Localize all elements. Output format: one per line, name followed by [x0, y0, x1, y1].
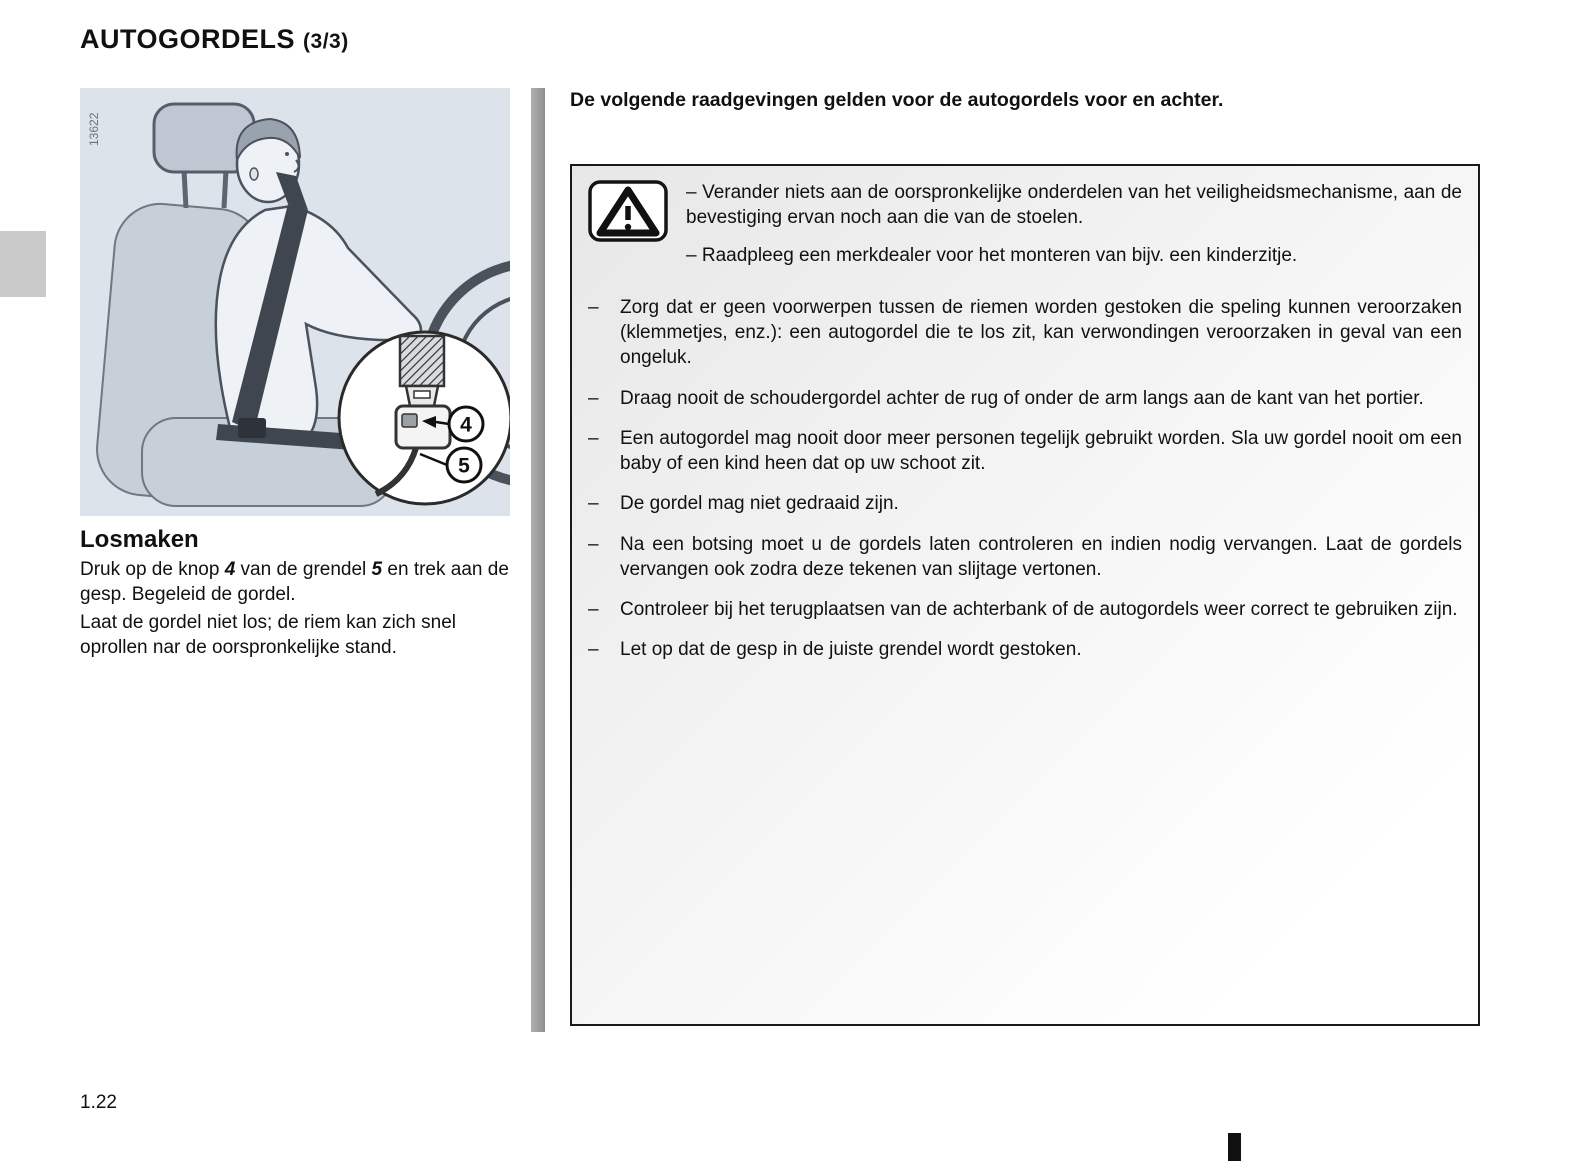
warning-items — [686, 180, 1462, 280]
warning-triangle-icon — [588, 180, 668, 242]
belt-webbing — [400, 336, 444, 386]
advice-item — [588, 386, 1462, 411]
advice-item — [588, 597, 1462, 622]
warning-header — [588, 180, 1462, 280]
print-registration-mark — [1228, 1133, 1241, 1161]
bullet-dash: – — [588, 427, 599, 449]
p1-text-a: Druk op de knop — [80, 559, 225, 580]
callout-4-label: 4 — [460, 413, 472, 437]
bullet-dash: – — [588, 599, 599, 621]
bullet-text: Na een botsing moet u de gordels laten controleren en indien nodig vervangen. Laat de gordels vervangen ook zodra deze tekenen van slijtage vertonen. — [620, 533, 1462, 580]
p1-text-b: van de grendel — [235, 559, 372, 580]
chapter-edge-tab — [0, 231, 46, 297]
bullet-text: Een autogordel mag nooit door meer personen tegelijk gebruikt worden. Sla uw gordel nooit om een baby of een kind heen dat op uw schoot zit. — [620, 427, 1462, 475]
bullet-dash: – — [588, 387, 599, 409]
warning-box — [570, 164, 1480, 1026]
release-button — [402, 414, 417, 427]
buckle-inset — [339, 332, 510, 504]
bullet-text: Let op dat de gesp in de juiste grendel wordt gestoken. — [620, 639, 1082, 661]
losmaken-paragraph-1 — [80, 558, 510, 607]
page-number: 1.22 — [80, 1092, 117, 1113]
page-title-text: AUTOGORDELS — [80, 24, 296, 54]
callout-5-label: 5 — [458, 454, 470, 478]
warning-item: – Raadpleeg een merkdealer voor het monteren van bijv. een kinderzitje. — [686, 244, 1298, 266]
advice-intro: De volgende raadgevingen gelden voor de autogordels voor en achter. — [570, 89, 1224, 111]
advice-item — [588, 426, 1462, 477]
warning-item: – Verander niets aan de oorspronkelijke onderdelen van het veiligheidsmechanisme, aan de bevestiging ervan noch aan die van de stoelen. — [686, 182, 1462, 229]
bullet-text: De gordel mag niet gedraaid zijn. — [620, 493, 899, 515]
advice-item — [588, 532, 1462, 583]
advice-item — [588, 295, 1462, 371]
p1-text-c: en trek aan de gesp. Begeleid de gordel. — [80, 559, 509, 605]
right-column — [570, 88, 1482, 1026]
bullet-dash: – — [588, 493, 599, 515]
advice-item — [588, 491, 1462, 516]
losmaken-paragraph-2: Laat de gordel niet los; de riem kan zich snel oprollen nar de oorspronkelijke stand. — [80, 612, 456, 659]
bullet-text: Controleer bij het terugplaatsen van de achterbank of de autogordels weer correct te gebruiken zijn. — [620, 599, 1458, 621]
left-column — [80, 88, 510, 661]
ref-number-4: 4 — [224, 559, 236, 580]
page-title-suffix: (3/3) — [303, 30, 349, 53]
bullet-text: Draag nooit de schoudergordel achter de rug of onder de arm langs aan de kant van het portier. — [620, 387, 1424, 409]
bullet-dash: – — [588, 296, 599, 318]
section-heading-losmaken: Losmaken — [80, 526, 199, 553]
ref-number-5: 5 — [371, 559, 383, 580]
column-separator — [531, 88, 545, 1032]
figure-image-number: 13622 — [87, 112, 101, 146]
bullet-dash: – — [588, 639, 599, 661]
advice-list — [588, 295, 1462, 663]
seatbelt-illustration — [80, 88, 510, 516]
page-title — [80, 24, 349, 55]
advice-item — [588, 637, 1462, 662]
bullet-text: Zorg dat er geen voorwerpen tussen de riemen worden gestoken die speling kunnen veroorzaken (klemmetjes, enz.): een autogordel die te los zit, kan verwondingen veroorzaken in geval van een ongeluk. — [620, 296, 1462, 369]
bullet-dash: – — [588, 533, 599, 555]
